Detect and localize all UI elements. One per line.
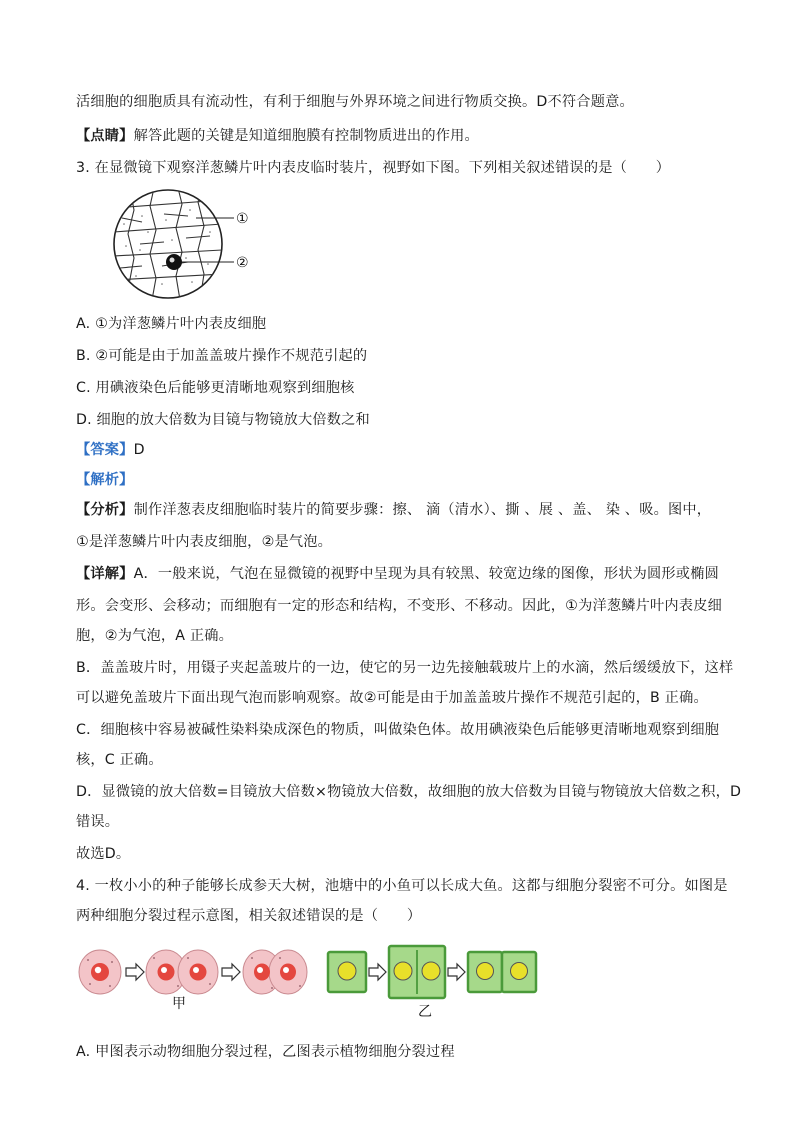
plant-cells-daughter <box>468 952 536 992</box>
air-bubble-highlight <box>170 258 175 263</box>
question-4-option-a: A. 甲图表示动物细胞分裂过程，乙图表示植物细胞分裂过程 <box>76 1044 455 1060</box>
animal-cells-daughter <box>243 950 307 994</box>
xiangjie-line-d1: D．显微镜的放大倍数=目镜放大倍数×物镜放大倍数，故细胞的放大倍数为目镜与物镜放大倍数之积，D <box>76 784 742 800</box>
xiangjie-line-b2: 可以避免盖玻片下面出现气泡而影响观察。故②可能是由于加盖盖玻片操作不规范引起的，B 正确。 <box>76 690 708 706</box>
xiangjie-text: A．一般来说，气泡在显微镜的视野中呈现为具有较黑、较宽边缘的图像，形状为圆形或椭圆 <box>133 566 719 582</box>
conclusion-line: 故选D。 <box>76 846 131 862</box>
dianjing-line <box>76 126 479 146</box>
fenxi-tag: 【分析】 <box>76 502 134 518</box>
option-d: D. 细胞的放大倍数为目镜与物镜放大倍数之和 <box>76 412 370 428</box>
xiangjie-line-a3: 胞，②为气泡，A 正确。 <box>76 628 234 644</box>
fenxi-text: 制作洋葱表皮细胞临时装片的简要步骤：擦、 滴（清水）、撕 、展 、盖、 染 、吸。图中， <box>133 502 712 518</box>
xiangjie-line-b1: B．盖盖玻片时，用镊子夹起盖玻片的一边，使它的另一边先接触载玻片上的水滴，然后缓缓放下，这样 <box>76 660 734 676</box>
xiangjie-tag: 【详解】 <box>76 566 134 582</box>
label-jia: 甲 <box>172 996 186 1012</box>
answer-value: D <box>133 442 145 458</box>
option-c: C. 用碘液染色后能够更清晰地观察到细胞核 <box>76 380 355 396</box>
dianjing-text: 解答此题的关键是知道细胞膜有控制物质进出的作用。 <box>133 128 479 144</box>
arrow-4 <box>448 964 465 980</box>
arrow-2 <box>222 964 240 980</box>
question-4-stem-1: 4. 一枚小小的种子能够长成参天大树，池塘中的小鱼可以长成大鱼。这都与细胞分裂密不可分。如图是 <box>76 878 728 894</box>
plant-cell-dividing <box>389 946 445 998</box>
label-1: ① <box>236 211 249 227</box>
microscope-view-figure <box>112 188 272 300</box>
xiangjie-line-c1: C．细胞核中容易被碱性染料染成深色的物质，叫做染色体。故用碘液染色后能够更清晰地观察到细胞 <box>76 722 720 738</box>
paragraph-line: 活细胞的细胞质具有流动性，有利于细胞与外界环境之间进行物质交换。D不符合题意。 <box>76 94 634 110</box>
plant-cell-1 <box>328 952 366 992</box>
analysis-tag: 【解析】 <box>76 472 134 488</box>
arrow-1 <box>126 964 144 980</box>
label-2: ② <box>236 255 249 271</box>
label-yi: 乙 <box>418 1004 432 1020</box>
xiangjie-line-c2: 核，C 正确。 <box>76 752 163 768</box>
xiangjie-line-a1 <box>76 564 719 584</box>
xiangjie-line-a2: 形。会变形、会移动；而细胞有一定的形态和结构，不变形、不移动。因此，①为洋葱鳞片叶内表皮细 <box>76 598 722 614</box>
xiangjie-line-d2: 错误。 <box>76 814 120 830</box>
answer-line <box>76 440 145 460</box>
answer-tag: 【答案】 <box>76 442 134 458</box>
arrow-3 <box>369 964 386 980</box>
fenxi-line-1 <box>76 500 711 520</box>
animal-cell-1 <box>79 950 121 994</box>
air-bubble <box>166 254 182 270</box>
animal-cell-dividing <box>146 950 218 994</box>
dianjing-tag: 【点睛】 <box>76 128 134 144</box>
fenxi-line-2: ①是洋葱鳞片叶内表皮细胞，②是气泡。 <box>76 534 333 550</box>
question-4-stem-2: 两种细胞分裂过程示意图，相关叙述错误的是（ ） <box>76 908 422 924</box>
option-b: B. ②可能是由于加盖盖玻片操作不规范引起的 <box>76 348 368 364</box>
cell-division-figure <box>76 940 546 1020</box>
option-a: A. ①为洋葱鳞片叶内表皮细胞 <box>76 316 267 332</box>
question-3-stem: 3. 在显微镜下观察洋葱鳞片叶内表皮临时装片，视野如下图。下列相关叙述错误的是（ ） <box>76 160 671 176</box>
